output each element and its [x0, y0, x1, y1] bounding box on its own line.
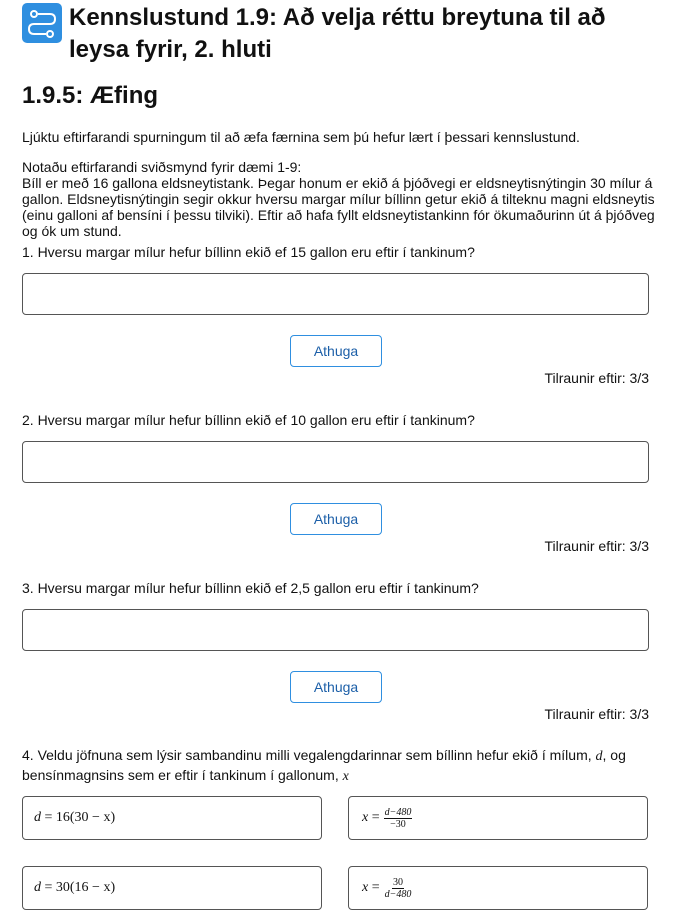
option-2-numerator: d−480 [384, 806, 412, 818]
question-4-option-1[interactable] [22, 796, 322, 840]
option-2-lhs: x [362, 810, 369, 825]
option-3-rhs: = 30(16 − x) [44, 880, 116, 895]
question-4-var-x: x [342, 769, 349, 784]
scenario-heading: Notaðu eftirfarandi sviðsmynd fyrir dæmi 1-9: [22, 159, 302, 175]
question-1-answer-input[interactable] [22, 273, 649, 315]
option-2-denominator: −30 [390, 818, 406, 830]
question-4-var-d: d [595, 749, 603, 764]
page-title-line1: Kennslustund 1.9: Að velja réttu breytuna til að [69, 4, 606, 31]
question-4-text-middle: , og bensínmagnsins sem er eftir í tankinum í gallonum, [22, 747, 626, 783]
option-3-lhs: d [34, 880, 41, 895]
intro-text: Ljúktu eftirfarandi spurningum til að æfa færnina sem þú hefur lært í þessari kennslustund. [22, 129, 580, 145]
option-4-eq: = [371, 880, 380, 895]
question-2-text: 2. Hversu margar mílur hefur bíllinn ekið ef 10 gallon eru eftir í tankinum? [22, 412, 475, 428]
question-2-answer-input[interactable] [22, 441, 649, 483]
page-title-line2: leysa fyrir, 2. hluti [69, 36, 272, 63]
question-4-option-4[interactable] [348, 866, 648, 910]
scenario-text: Bíll er með 16 gallona eldsneytistank. Þegar honum er ekið á þjóðvegi er eldsneytisnýtingin 30 mílur á gallon. Eldsneytisnýtingin segir okkur hversu margar mílur bíllinn getur ekið á tilteknu magni eldsneytis (einu galloni af bensíni í þessu tilviki). Eftir að hafa fyllt eldsneytistankinn fór ökumaðurinn út á þjóðveg og ók um stund. [22, 175, 655, 239]
question-1-attempts: Tilraunir eftir: 3/3 [544, 370, 649, 386]
option-4-fraction [384, 877, 413, 900]
question-3-check-button[interactable]: Athuga [290, 671, 382, 703]
option-2-fraction [384, 807, 413, 830]
option-1-lhs: d [34, 810, 41, 825]
option-4-numerator: 30 [393, 876, 403, 888]
question-4-text-before: 4. Veldu jöfnuna sem lýsir sambandinu milli vegalengdarinnar sem bíllinn hefur ekið í mílum, [22, 747, 596, 763]
question-3-attempts: Tilraunir eftir: 3/3 [544, 706, 649, 722]
question-1-check-button[interactable]: Athuga [290, 335, 382, 367]
option-2-eq: = [371, 810, 380, 825]
option-4-denominator: d−480 [384, 888, 412, 900]
question-4-option-3[interactable] [22, 866, 322, 910]
question-2-check-button[interactable]: Athuga [290, 503, 382, 535]
question-2-attempts: Tilraunir eftir: 3/3 [544, 538, 649, 554]
question-3-text: 3. Hversu margar mílur hefur bíllinn ekið ef 2,5 gallon eru eftir í tankinum? [22, 580, 479, 596]
question-3-answer-input[interactable] [22, 609, 649, 651]
question-4-option-2[interactable] [348, 796, 648, 840]
option-4-lhs: x [362, 880, 369, 895]
page-header [22, 2, 662, 66]
section-title: 1.9.5: Æfing [22, 82, 159, 109]
option-1-rhs: = 16(30 − x) [44, 810, 116, 825]
page-title [69, 2, 606, 66]
scenario [22, 159, 662, 239]
question-4-text [22, 746, 662, 786]
question-1-text: 1. Hversu margar mílur hefur bíllinn ekið ef 15 gallon eru eftir í tankinum? [22, 244, 475, 260]
route-icon [22, 3, 62, 43]
